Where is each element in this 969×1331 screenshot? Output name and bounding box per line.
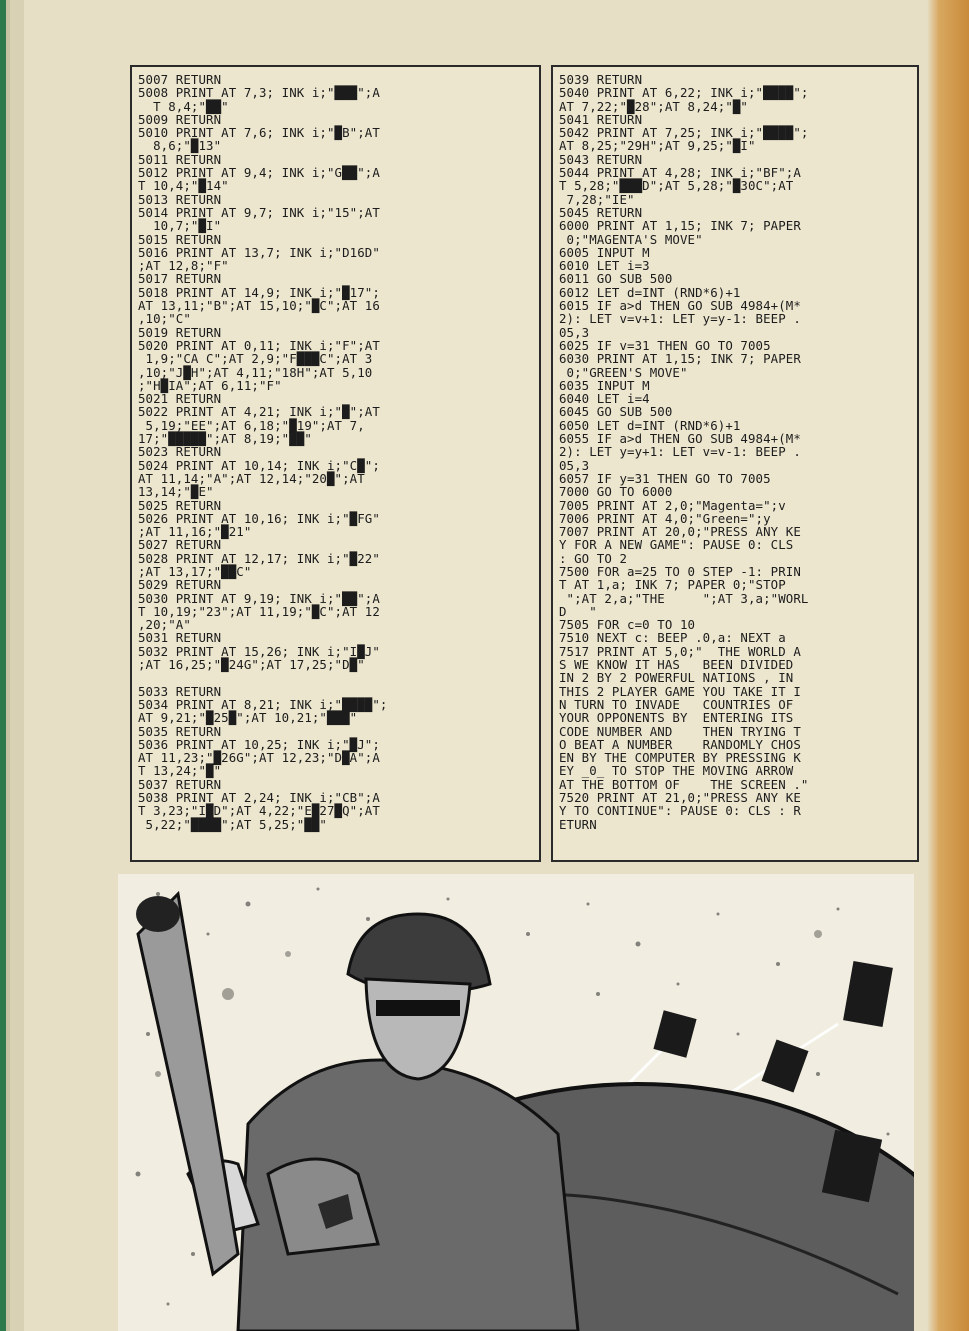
code-line: 1,9;"CA C";AT 2,9;"F███C";AT 3 — [138, 351, 373, 367]
code-line: 05,3 — [559, 457, 590, 473]
code-line: ,20;"A" — [138, 617, 191, 633]
code-line: 6015 IF a>d THEN GO SUB 4984+(M* — [559, 298, 801, 314]
code-line: 5025 RETURN — [138, 497, 222, 513]
code-line: 6030 PRINT AT 1,15; INK 7; PAPER — [559, 351, 801, 367]
code-line: D " — [559, 603, 597, 619]
code-line: 13,14;"█E" — [138, 484, 214, 500]
code-line: 5011 RETURN — [138, 151, 222, 167]
code-line: 10,7;"█I" — [138, 218, 222, 234]
code-line: T 8,4;"██" — [138, 98, 229, 114]
code-line: EN BY THE COMPUTER BY PRESSING K — [559, 750, 801, 766]
code-line: 5008 PRINT AT 7,3; INK i;"███";A — [138, 85, 380, 101]
code-line: N TURN TO INVADE COUNTRIES OF — [559, 696, 794, 712]
code-line: 6057 IF y=31 THEN GO TO 7005 — [559, 470, 771, 486]
code-line: 5041 RETURN — [559, 111, 643, 127]
code-line: 7007 PRINT AT 20,0;"PRESS ANY KE — [559, 524, 801, 540]
code-line: T 10,4;"█14" — [138, 178, 229, 194]
code-line: 5017 RETURN — [138, 271, 222, 287]
code-line: 5024 PRINT AT 10,14; INK i;"C█"; — [138, 457, 380, 473]
code-line: 05,3 — [559, 324, 590, 340]
code-line: AT 13,11;"B";AT 15,10;"█C";AT 16 — [138, 298, 380, 314]
code-line: 5026 PRINT AT 10,16; INK i;"█FG" — [138, 510, 380, 526]
code-line: THIS 2 PLAYER GAME YOU TAKE IT I — [559, 683, 801, 699]
code-line: 5022 PRINT AT 4,21; INK i;"█";AT — [138, 404, 380, 420]
code-line: 5015 RETURN — [138, 231, 222, 247]
code-line: 7000 GO TO 6000 — [559, 484, 673, 500]
code-line: 6000 PRINT AT 1,15; INK 7; PAPER — [559, 218, 801, 234]
code-line: 6011 GO SUB 500 — [559, 271, 673, 287]
code-line: ;"H█IA";AT 6,11;"F" — [138, 377, 282, 393]
illustration-art — [118, 874, 914, 1331]
code-line: 5009 RETURN — [138, 111, 222, 127]
code-line: 6010 LET i=3 — [559, 258, 650, 274]
code-line: ,10;"J█H";AT 4,11;"18H";AT 5,10 — [138, 364, 373, 380]
code-line: 5013 RETURN — [138, 191, 222, 207]
code-line: ;AT 16,25;"█24G";AT 17,25;"D█" — [138, 657, 365, 673]
code-line: 5019 RETURN — [138, 324, 222, 340]
code-line: 6045 GO SUB 500 — [559, 404, 673, 420]
code-line: ;AT 13,17;"██C" — [138, 563, 252, 579]
code-line: 5027 RETURN — [138, 537, 222, 553]
code-line: 5028 PRINT AT 12,17; INK i;"█22" — [138, 550, 380, 566]
code-line: AT 7,22;"█28";AT 8,24;"█" — [559, 98, 748, 114]
code-line: 5039 RETURN — [559, 72, 643, 87]
code-line: IN 2 BY 2 POWERFUL NATIONS , IN — [559, 670, 794, 686]
program-listing-right — [551, 65, 919, 862]
code-line: 6005 INPUT M — [559, 244, 650, 260]
code-line: 6025 IF v=31 THEN GO TO 7005 — [559, 337, 771, 353]
code-line: 5023 RETURN — [138, 444, 222, 460]
code-line: 5045 RETURN — [559, 204, 643, 220]
code-line — [138, 671, 531, 684]
code-line: 5037 RETURN — [138, 776, 222, 792]
code-line: 5020 PRINT AT 0,11; INK i;"F";AT — [138, 337, 380, 353]
code-line: 7520 PRINT AT 21,0;"PRESS ANY KE — [559, 790, 801, 806]
code-line: 5,19;"EE";AT 6,18;"█19";AT 7, — [138, 417, 365, 433]
code-line: 6040 LET i=4 — [559, 391, 650, 407]
code-line: 5033 RETURN — [138, 683, 222, 699]
code-line: 5012 PRINT AT 9,4; INK i;"G██";A — [138, 165, 380, 181]
code-line: 7005 PRINT AT 2,0;"Magenta=";v — [559, 497, 786, 513]
code-line: Y FOR A NEW GAME": PAUSE 0: CLS — [559, 537, 794, 553]
code-line: EY _0_ TO STOP THE MOVING ARROW — [559, 763, 794, 779]
code-line: ;AT 12,8;"F" — [138, 258, 229, 274]
code-line: AT 11,14;"A";AT 12,14;"20█";AT — [138, 470, 365, 486]
code-line: 5043 RETURN — [559, 151, 643, 167]
code-line: 5018 PRINT AT 14,9; INK i;"█17"; — [138, 284, 380, 300]
code-line: YOUR OPPONENTS BY ENTERING ITS — [559, 710, 794, 726]
code-line: 2): LET y=y+1: LET v=v-1: BEEP . — [559, 444, 801, 460]
code-line: 5,22;"████";AT 5,25;"██" — [138, 816, 327, 832]
code-line: 6050 LET d=INT (RND*6)+1 — [559, 417, 741, 433]
code-line: 5032 PRINT AT 15,26; INK i;"I█J" — [138, 643, 380, 659]
code-line: 5016 PRINT AT 13,7; INK i;"D16D" — [138, 244, 380, 260]
code-line: 5029 RETURN — [138, 577, 222, 593]
code-line: 5035 RETURN — [138, 723, 222, 739]
code-line: 8,6;"█13" — [138, 138, 222, 154]
code-line: 7500 FOR a=25 TO 0 STEP -1: PRIN — [559, 563, 801, 579]
page-binding-edge — [0, 0, 24, 1331]
code-line: AT 11,23;"█26G";AT 12,23;"D█A";A — [138, 750, 380, 766]
code-line: O BEAT A NUMBER RANDOMLY CHOS — [559, 736, 801, 752]
code-line: ,10;"C" — [138, 311, 191, 327]
code-line: ETURN — [559, 816, 597, 832]
code-line: T 5,28;"███D";AT 5,28;"█30C";AT — [559, 178, 794, 194]
code-line: Y TO CONTINUE": PAUSE 0: CLS : R — [559, 803, 801, 819]
code-line: T 3,23;"I█D";AT 4,22;"E█27█Q";AT — [138, 803, 380, 819]
code-line: 5040 PRINT AT 6,22; INK i;"████"; — [559, 85, 809, 101]
code-line: T AT 1,a; INK 7; PAPER 0;"STOP — [559, 577, 786, 593]
code-line: 7505 FOR c=0 TO 10 — [559, 617, 696, 633]
program-listing-left — [130, 65, 541, 862]
code-line: 7006 PRINT AT 4,0;"Green=";y — [559, 510, 771, 526]
code-line: 6035 INPUT M — [559, 377, 650, 393]
code-line: 5034 PRINT AT 8,21; INK i;"████"; — [138, 696, 388, 712]
code-line: 7510 NEXT c: BEEP .0,a: NEXT a — [559, 630, 786, 646]
code-line: 5007 RETURN — [138, 72, 222, 87]
code-line: 7,28;"IE" — [559, 191, 635, 207]
code-line: T 10,19;"23";AT 11,19;"█C";AT 12 — [138, 603, 380, 619]
code-line: 6055 IF a>d THEN GO SUB 4984+(M* — [559, 431, 801, 447]
code-line: 2): LET v=v+1: LET y=y-1: BEEP . — [559, 311, 801, 327]
code-line: 5031 RETURN — [138, 630, 222, 646]
code-line: AT 9,21;"█25█";AT 10,21;"███" — [138, 710, 358, 726]
code-line: AT THE BOTTOM OF THE SCREEN ." — [559, 776, 809, 792]
adjacent-page-edge — [927, 0, 969, 1331]
code-line: T 13,24;"█" — [138, 763, 222, 779]
code-line: S WE KNOW IT HAS BEEN DIVIDED — [559, 657, 794, 673]
code-line: ";AT 2,a;"THE ";AT 3,a;"WORL — [559, 590, 809, 606]
code-line: CODE NUMBER AND THEN TRYING T — [559, 723, 801, 739]
code-line: 5038 PRINT AT 2,24; INK i;"CB";A — [138, 790, 380, 806]
code-line: 5021 RETURN — [138, 391, 222, 407]
code-line: 6012 LET d=INT (RND*6)+1 — [559, 284, 741, 300]
code-line: 17;"█████";AT 8,19;"██" — [138, 431, 312, 447]
code-line: 5030 PRINT AT 9,19; INK i;"██";A — [138, 590, 380, 606]
code-line: AT 8,25;"29H";AT 9,25;"█I" — [559, 138, 756, 154]
code-line: 0;"GREEN'S MOVE" — [559, 364, 688, 380]
code-line: 0;"MAGENTA'S MOVE" — [559, 231, 703, 247]
soldier-globe-illustration — [118, 874, 914, 1331]
bazooka-tube — [136, 894, 238, 1274]
code-line: 5010 PRINT AT 7,6; INK i;"█B";AT — [138, 125, 380, 141]
code-line: 7517 PRINT AT 5,0;" THE WORLD A — [559, 643, 801, 659]
code-line: ;AT 11,16;"█21" — [138, 524, 252, 540]
code-line: 5014 PRINT AT 9,7; INK i;"15";AT — [138, 204, 380, 220]
code-line: 5044 PRINT AT 4,28; INK i;"BF";A — [559, 165, 801, 181]
code-line: : GO TO 2 — [559, 550, 628, 566]
soldier — [188, 914, 578, 1331]
code-line: 5042 PRINT AT 7,25; INK i;"████"; — [559, 125, 809, 141]
code-line: 5036 PRINT AT 10,25; INK i;"█J"; — [138, 736, 380, 752]
